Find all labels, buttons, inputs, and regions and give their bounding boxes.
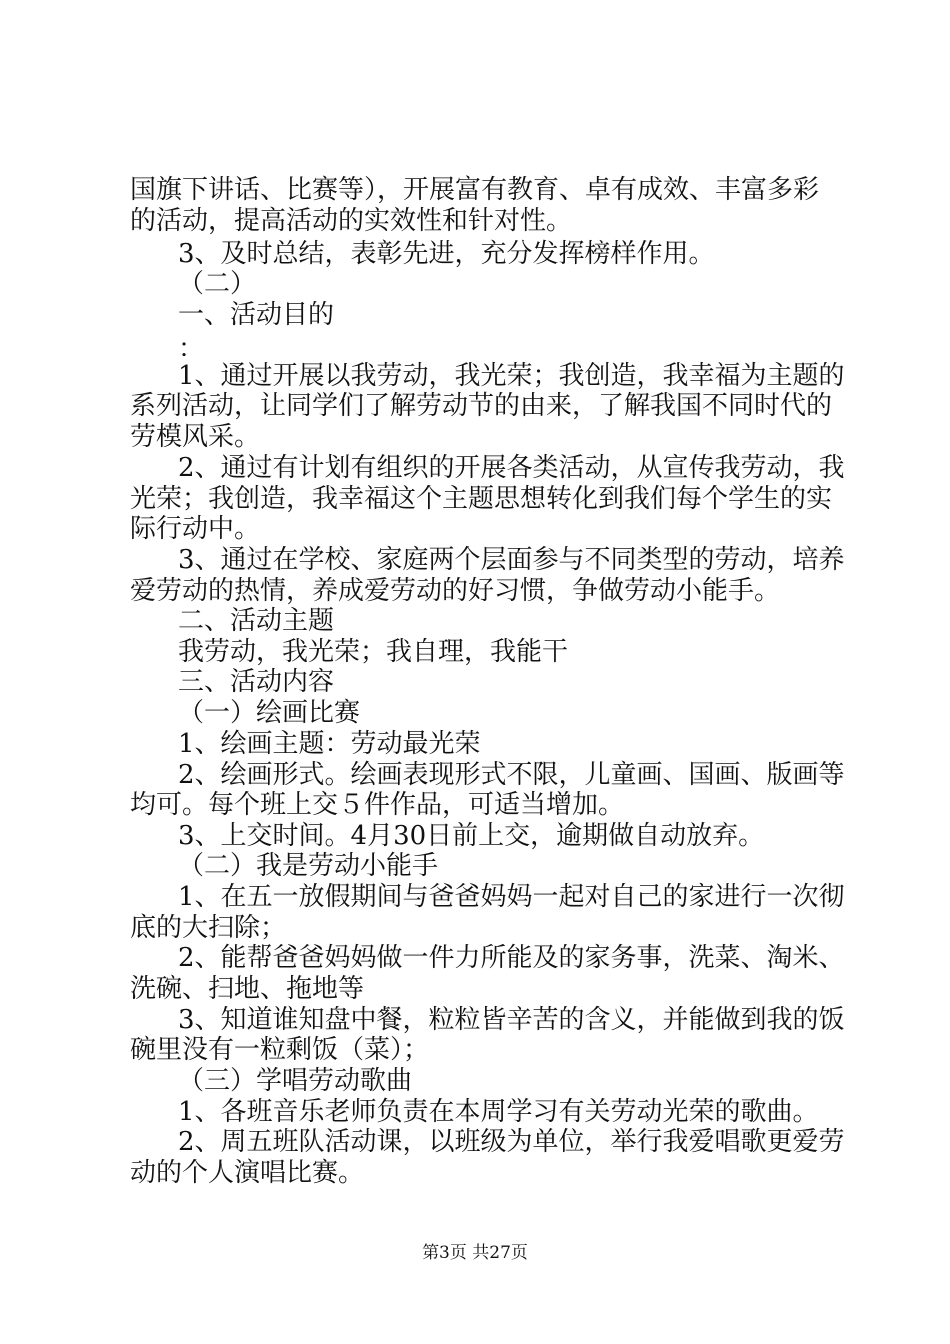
section-heading: 二、活动主题 [178,606,335,636]
text-line: 我劳动，我光荣；我自理，我能干 [178,637,569,667]
text-line: 际行动中。 [130,514,261,544]
page-number-footer: 第3页 共27页 [422,1243,528,1263]
text-line: 光荣；我创造，我幸福这个主题思想转化到我们每个学生的实 [130,484,833,514]
text-line: 3、上交时间。4月30日前上交，逾期做自动放弃。 [178,821,765,851]
text-line: 2、绘画形式。绘画表现形式不限，儿童画、国画、版画等 [178,760,845,790]
text-line: 的活动，提高活动的实效性和针对性。 [130,206,573,236]
text-line: 3、通过在学校、家庭两个层面参与不同类型的劳动，培养 [178,545,845,575]
text-line: 2、能帮爸爸妈妈做一件力所能及的家务事，洗菜、淘米、 [178,943,845,973]
text-line: 国旗下讲话、比赛等），开展富有教育、卓有成效、丰富多彩 [130,175,820,205]
text-line: 底的大扫除； [130,913,287,943]
text-line: ： [178,334,205,364]
text-line: 1、在五一放假期间与爸爸妈妈一起对自己的家进行一次彻 [178,882,845,912]
subsection-heading: （一）绘画比赛 [178,698,361,728]
text-line: 系列活动，让同学们了解劳动节的由来，了解我国不同时代的 [130,391,833,421]
text-line: 爱劳动的热情，养成爱劳动的好习惯，争做劳动小能手。 [130,576,781,606]
text-line: 均可。每个班上交５件作品，可适当增加。 [130,790,625,820]
text-line: 3、知道谁知盘中餐，粒粒皆辛苦的含义，并能做到我的饭 [178,1005,845,1035]
subsection-heading: （三）学唱劳动歌曲 [178,1066,413,1096]
text-line: 劳模风采。 [130,422,261,452]
text-line: 2、通过有计划有组织的开展各类活动，从宣传我劳动，我 [178,453,845,483]
text-line: 1、通过开展以我劳动，我光荣；我创造，我幸福为主题的 [178,361,845,391]
text-line: 碗里没有一粒剩饭（菜）； [130,1035,430,1065]
text-line: 洗碗、扫地、拖地等 [130,974,365,1004]
text-line: 3、及时总结，表彰先进，充分发挥榜样作用。 [178,239,715,269]
text-line: 1、绘画主题：劳动最光荣 [178,729,481,759]
text-line: （二） [178,269,257,299]
subsection-heading: （二）我是劳动小能手 [178,851,439,881]
text-line: 1、各班音乐老师负责在本周学习有关劳动光荣的歌曲。 [178,1097,819,1127]
section-heading: 三、活动内容 [178,667,335,697]
text-line: 2、周五班队活动课，以班级为单位，举行我爱唱歌更爱劳 [178,1127,845,1157]
text-line: 动的个人演唱比赛。 [130,1158,365,1188]
section-heading: 一、活动目的 [178,300,335,330]
